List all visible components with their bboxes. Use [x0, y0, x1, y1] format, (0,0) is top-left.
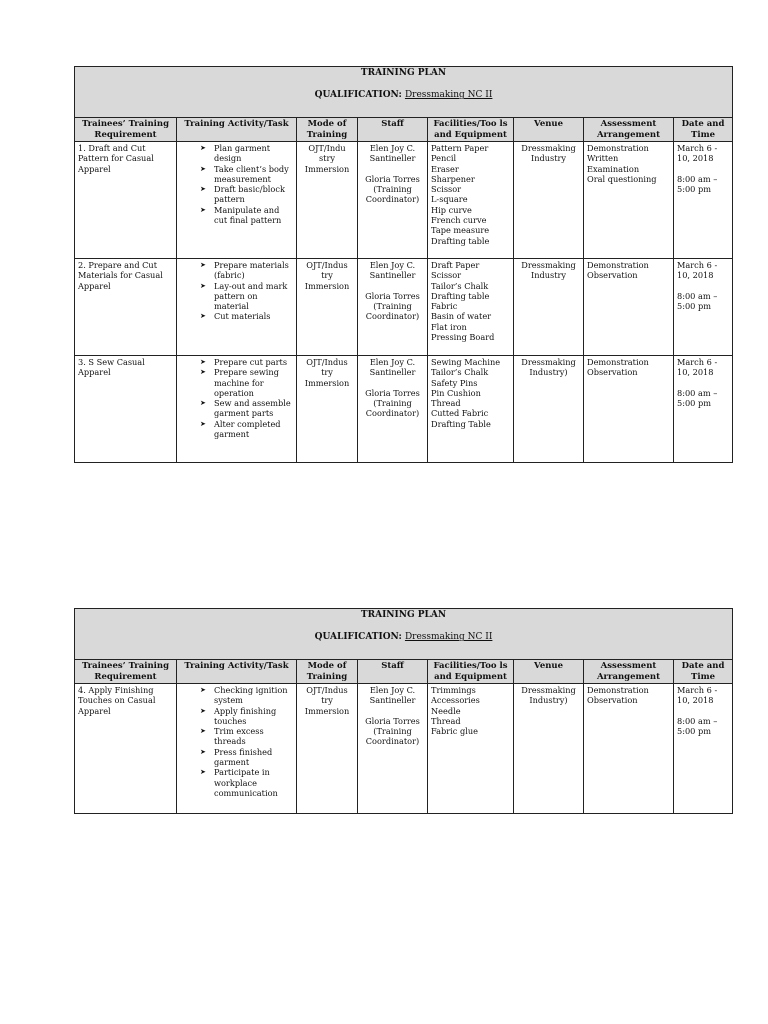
list-item: ➤ Lay-out and mark pattern on material — [200, 280, 288, 312]
mode-cell: OJT/Indu stry Immersion — [297, 142, 358, 259]
arrow-bullet-icon: ➤ — [200, 281, 206, 290]
arrow-bullet-icon: ➤ — [200, 399, 206, 408]
arrow-bullet-icon: ➤ — [200, 185, 206, 194]
header-activity: Training Activity/Task — [177, 660, 297, 684]
header-activity: Training Activity/Task — [177, 118, 297, 142]
list-item: ➤ Take client’s body measurement — [200, 163, 289, 184]
venue-cell: Dressmaking Industry) — [514, 684, 584, 814]
arrow-bullet-icon: ➤ — [200, 164, 206, 173]
arrow-bullet-icon: ➤ — [200, 368, 206, 377]
list-item: ➤ Sew and assemble garment parts — [200, 398, 291, 419]
staff-cell: Elen Joy C. Santineller Gloria Torres (Training Coordinator) — [358, 356, 428, 463]
training-plan-table-2 — [74, 608, 733, 814]
arrow-bullet-icon: ➤ — [200, 686, 206, 694]
arrow-bullet-icon: ➤ — [200, 768, 206, 777]
facilities-cell: Sewing Machine Tailor’s Chalk Safety Pins Pin Cushion Thread Cutted Fabric Drafting Table — [428, 356, 514, 463]
header-row — [75, 118, 733, 142]
header-venue: Venue — [514, 118, 584, 142]
qualification-value: Dressmaking NC II — [404, 632, 493, 643]
requirement-cell: 3. S Sew Casual Apparel — [75, 356, 177, 463]
requirement-cell: 1. Draft and Cut Pattern for Casual Apparel — [75, 142, 177, 259]
arrow-bullet-icon: ➤ — [200, 706, 206, 715]
header-row — [75, 660, 733, 684]
header-staff: Staff — [358, 118, 428, 142]
arrow-bullet-icon: ➤ — [200, 205, 206, 214]
facilities-cell: Trimmings Accessories Needle Thread Fabric glue — [428, 684, 514, 814]
list-item: ➤ Alter completed garment — [200, 418, 281, 440]
arrow-bullet-icon: ➤ — [200, 358, 206, 366]
assessment-cell: Demonstration Observation — [584, 259, 674, 356]
header-venue: Venue — [514, 660, 584, 684]
header-staff: Staff — [358, 660, 428, 684]
staff-cell: Elen Joy C. Santineller Gloria Torres (Training Coordinator) — [358, 142, 428, 259]
assessment-cell: Demonstration Written Examination Oral questioning — [584, 142, 674, 259]
qualification-line — [78, 632, 729, 642]
activity-list — [180, 685, 293, 798]
table-row — [75, 142, 733, 259]
venue-cell: Dressmaking Industry — [514, 142, 584, 259]
list-item: ➤ Checking ignition system — [200, 685, 288, 706]
staff-cell: Elen Joy C. Santineller Gloria Torres (Training Coordinator) — [358, 259, 428, 356]
facilities-cell: Pattern Paper Pencil Eraser Sharpener Scissor L-square Hip curve French curve Tape measure Drafting table — [428, 142, 514, 259]
mode-cell: OJT/Indus try Immersion — [297, 259, 358, 356]
venue-cell: Dressmaking Industry) — [514, 356, 584, 463]
table-row — [75, 356, 733, 463]
list-item: ➤ Press finished garment — [200, 746, 273, 768]
header-requirement: Trainees’ Training Requirement — [75, 118, 177, 142]
requirement-cell: 2. Prepare and Cut Materials for Casual Apparel — [75, 259, 177, 356]
assessment-cell: Demonstration Observation — [584, 684, 674, 814]
list-item: ➤ Plan garment design — [200, 143, 271, 164]
header-requirement: Trainees’ Training Requirement — [75, 660, 177, 684]
assessment-cell: Demonstration Observation — [584, 356, 674, 463]
arrow-bullet-icon: ➤ — [200, 312, 206, 321]
header-date: Date and Time — [674, 660, 733, 684]
qualification-value: Dressmaking NC II — [404, 90, 493, 101]
list-item: ➤ Participate in workplace communication — [200, 767, 278, 798]
plan-title-block — [75, 67, 733, 118]
list-item: ➤ Prepare sewing machine for operation — [200, 367, 279, 398]
qualification-label: QUALIFICATION: — [314, 90, 402, 101]
list-item: ➤ Apply finishing touches — [200, 705, 277, 726]
header-facilities: Facilities/Too ls and Equipment — [428, 118, 514, 142]
header-date: Date and Time — [674, 118, 733, 142]
activity-list — [180, 143, 293, 225]
arrow-bullet-icon: ➤ — [200, 747, 206, 756]
list-item: ➤ Draft basic/block pattern — [200, 184, 285, 205]
qualification-line — [78, 90, 729, 100]
arrow-bullet-icon: ➤ — [200, 144, 206, 152]
header-facilities: Facilities/Too ls and Equipment — [428, 660, 514, 684]
header-mode: Mode of Training — [297, 660, 358, 684]
mode-cell: OJT/Indus try Immersion — [297, 684, 358, 814]
qualification-label: QUALIFICATION: — [314, 632, 402, 643]
list-item: ➤ Trim excess threads — [200, 726, 264, 747]
list-item: ➤ Cut materials — [200, 311, 271, 322]
mode-cell: OJT/Indus try Immersion — [297, 356, 358, 463]
table-row — [75, 259, 733, 356]
plan-title: TRAINING PLAN — [360, 68, 447, 78]
header-mode: Mode of Training — [297, 118, 358, 142]
table-row — [75, 684, 733, 814]
date-cell: March 6 - 10, 2018 8:00 am – 5:00 pm — [674, 259, 733, 356]
requirement-cell: 4. Apply Finishing Touches on Casual Apparel — [75, 684, 177, 814]
arrow-bullet-icon: ➤ — [200, 419, 206, 428]
activity-list — [180, 357, 293, 439]
venue-cell: Dressmaking Industry — [514, 259, 584, 356]
list-item: ➤ Prepare materials (fabric) — [200, 260, 289, 281]
plan-title-block — [75, 609, 733, 660]
facilities-cell: Draft Paper Scissor Tailor’s Chalk Drafting table Fabric Basin of water Flat iron Pressing Board — [428, 259, 514, 356]
staff-cell: Elen Joy C. Santineller Gloria Torres (Training Coordinator) — [358, 684, 428, 814]
list-item: ➤ Prepare cut parts — [200, 357, 288, 367]
date-cell: March 6 - 10, 2018 8:00 am – 5:00 pm — [674, 684, 733, 814]
date-cell: March 6 - 10, 2018 8:00 am – 5:00 pm — [674, 142, 733, 259]
plan-title: TRAINING PLAN — [360, 610, 447, 620]
date-cell: March 6 - 10, 2018 8:00 am – 5:00 pm — [674, 356, 733, 463]
arrow-bullet-icon: ➤ — [200, 727, 206, 736]
header-assessment: Assessment Arrangement — [584, 118, 674, 142]
list-item: ➤ Manipulate and cut final pattern — [200, 204, 282, 226]
activity-list — [180, 260, 293, 322]
training-plan-table-1 — [74, 66, 733, 463]
header-assessment: Assessment Arrangement — [584, 660, 674, 684]
arrow-bullet-icon: ➤ — [200, 261, 206, 269]
